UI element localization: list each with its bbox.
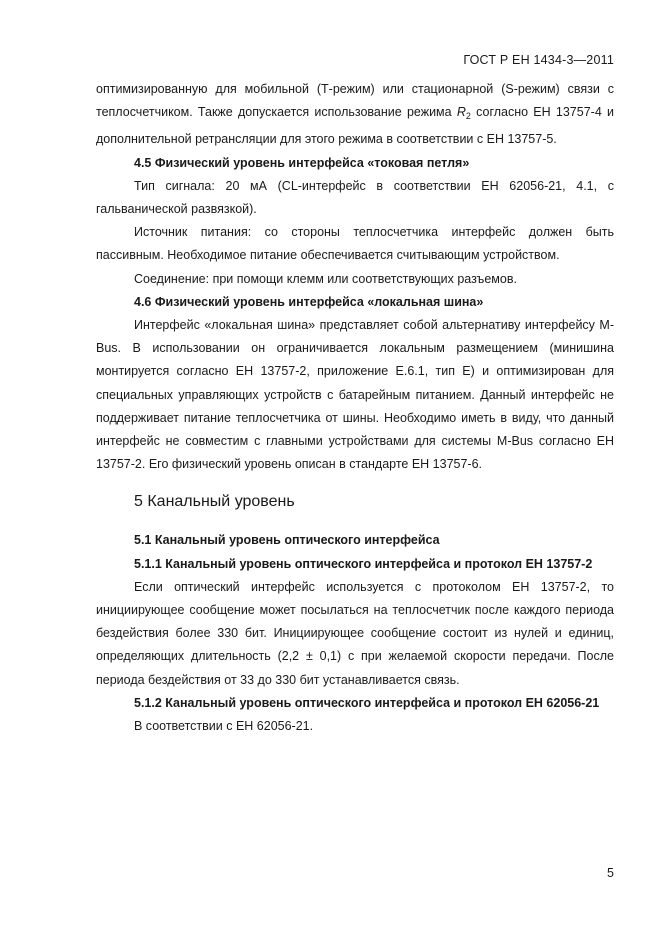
heading-5-1-1: 5.1.1 Канальный уровень оптического интерфейса и протокол ЕН 13757-2 bbox=[134, 556, 593, 571]
page-content bbox=[96, 78, 614, 738]
page-number: 5 bbox=[607, 866, 614, 880]
paragraph-connection: Соединение: при помощи клемм или соответствующих разъемов. bbox=[134, 271, 517, 286]
heading-5-1: 5.1 Канальный уровень оптического интерфейса bbox=[134, 533, 440, 548]
mode-subscript: 2 bbox=[465, 111, 471, 122]
paragraph-text: оптимизированную для мобильной (Т-режим) или стационарной (S-режим) связи с теплосчетчиком. Также допускается использование режима bbox=[96, 82, 614, 120]
heading-4-5: 4.5 Физический уровень интерфейса «токовая петля» bbox=[134, 155, 470, 170]
paragraph-text-tail: согласно ЕН 13757-4 и дополнительной ретрансляции для этого режима в соответствии с ЕН 13757-5. bbox=[96, 105, 614, 147]
heading-4-6: 4.6 Физический уровень интерфейса «локальная шина» bbox=[134, 294, 484, 309]
heading-5-1-2: 5.1.2 Канальный уровень оптического интерфейса и протокол ЕН 62056-21 bbox=[134, 695, 600, 710]
mode-symbol: R bbox=[456, 105, 466, 120]
document-code-header: ГОСТ Р ЕН 1434-3—2011 bbox=[463, 53, 614, 67]
paragraph-continuation bbox=[96, 78, 614, 152]
paragraph-conformance: В соответствии с ЕН 62056-21. bbox=[134, 719, 314, 734]
paragraph-power-source: Источник питания: со стороны теплосчетчика интерфейс должен быть пассивным. Необходимое питание обеспечивается считывающим устройством. bbox=[96, 225, 614, 263]
paragraph-signal-type: Тип сигнала: 20 мА (CL-интерфейс в соответствии ЕН 62056-21, 4.1, с гальванической развязкой). bbox=[96, 178, 614, 217]
paragraph-optical-protocol: Если оптический интерфейс используется с протоколом ЕН 13757-2, то инициирующее сообщение может посылаться на теплосчетчик после каждого периода бездействия более 330 бит. Инициирующее сообщение состоит из нулей и единиц, определяющих длительность (2,2 ± 0,1) с при желаемой скорости передачи. После периода бездействия от 33 до 330 бит устанавливается связь. bbox=[96, 579, 614, 687]
paragraph-local-bus: Интерфейс «локальная шина» представляет собой альтернативу интерфейсу M-Bus. В использовании он ограничивается локальным размещением (минишина монтируется согласно ЕН 13757-2, приложение Е.6.1, тип Е) и оптимизирован для специальных управляющих устройств с батарейным питанием. Данный интерфейс не поддерживает питание теплосчетчика от шины. Необходимо иметь в виду, что данный интерфейс не совместим с главными устройствами для системы M-Bus согласно ЕН 13757-2. Его физический уровень описан в стандарте ЕН 13757-6. bbox=[96, 318, 614, 472]
heading-section-5: 5 Канальный уровень bbox=[134, 493, 295, 511]
